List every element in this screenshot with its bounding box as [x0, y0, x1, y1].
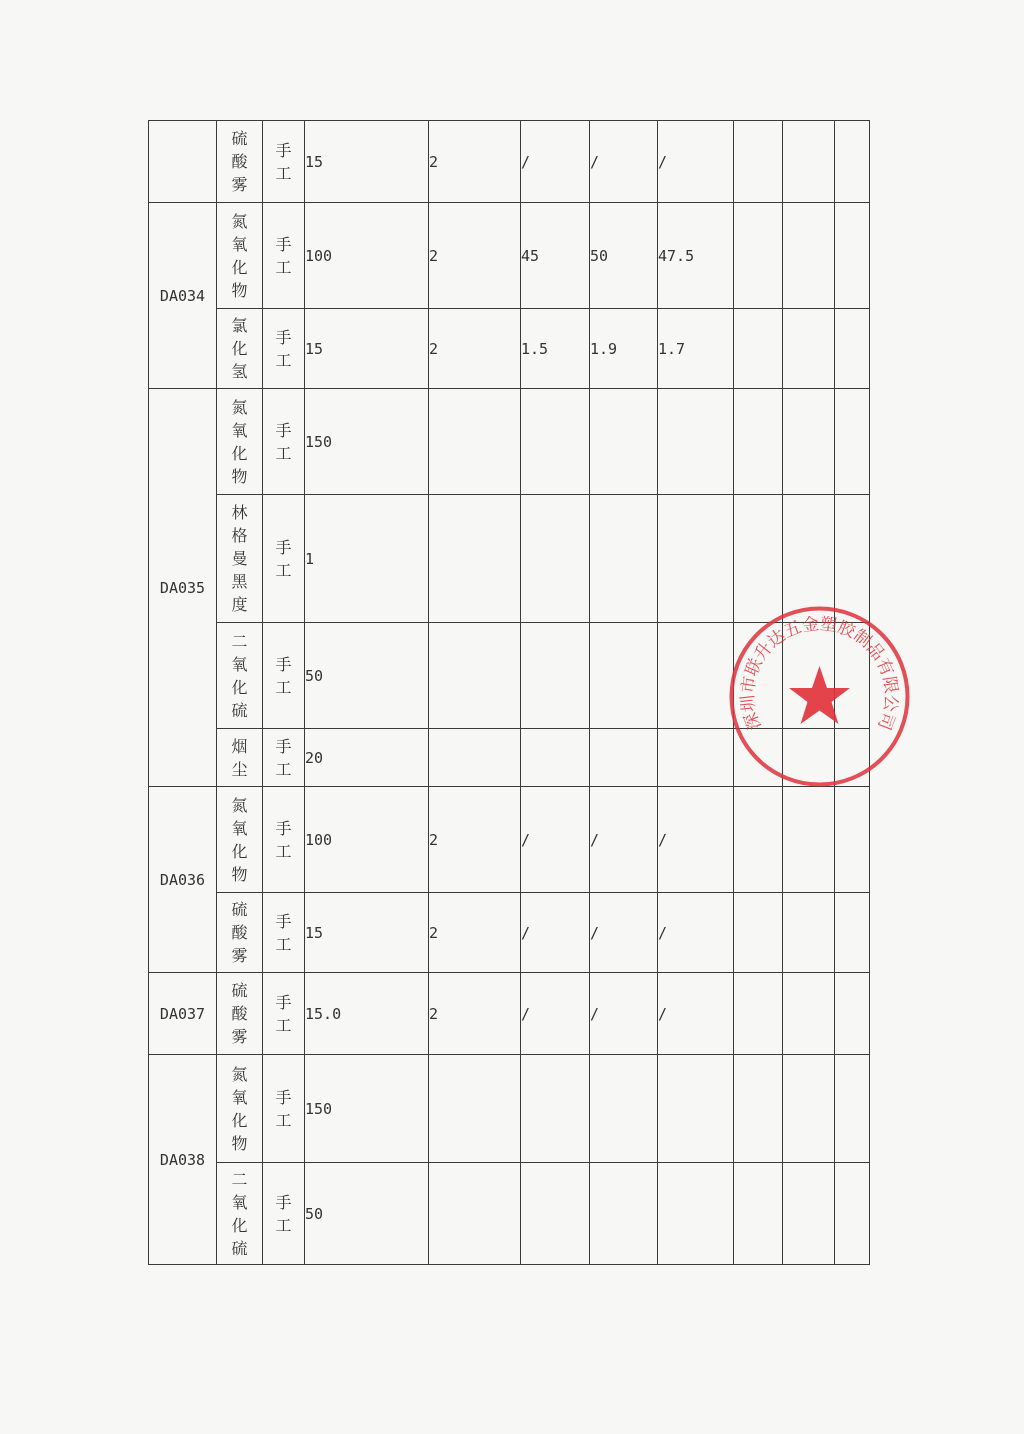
- method-cell: 手工: [263, 495, 305, 623]
- value-cell: /: [590, 121, 658, 203]
- value-cell: [590, 495, 658, 623]
- value-cell: [521, 495, 590, 623]
- limit-cell: 50: [305, 1163, 429, 1265]
- value-cell: /: [521, 121, 590, 203]
- method-cell: 手工: [263, 729, 305, 787]
- limit-cell: 100: [305, 787, 429, 893]
- seal-text: 深圳市联升达五金塑胶制品有限公司: [738, 614, 901, 733]
- value-cell: [429, 1055, 521, 1163]
- pollutant-cell: 二氧化硫: [217, 623, 263, 729]
- limit-cell: 15: [305, 893, 429, 973]
- value-cell: [521, 729, 590, 787]
- source-cell: DA036: [149, 787, 217, 973]
- value-cell: [835, 893, 870, 973]
- value-cell: [521, 1163, 590, 1265]
- method-cell: 手工: [263, 893, 305, 973]
- value-cell: [429, 1163, 521, 1265]
- value-cell: [835, 389, 870, 495]
- value-cell: [783, 309, 835, 389]
- method-cell: 手工: [263, 973, 305, 1055]
- pollutant-cell: 氮氧化物: [217, 1055, 263, 1163]
- value-cell: [590, 1055, 658, 1163]
- value-cell: 2: [429, 203, 521, 309]
- value-cell: 45: [521, 203, 590, 309]
- value-cell: [783, 203, 835, 309]
- value-cell: /: [521, 973, 590, 1055]
- value-cell: /: [521, 893, 590, 973]
- value-cell: [835, 973, 870, 1055]
- table-row: [149, 203, 870, 309]
- value-cell: [521, 389, 590, 495]
- value-cell: [429, 495, 521, 623]
- pollutant-cell: 氯化氢: [217, 309, 263, 389]
- table-row: [149, 389, 870, 495]
- value-cell: [835, 1163, 870, 1265]
- value-cell: 2: [429, 973, 521, 1055]
- pollutant-cell: 硫酸雾: [217, 121, 263, 203]
- company-seal: [727, 604, 912, 789]
- value-cell: [429, 389, 521, 495]
- value-cell: [783, 973, 835, 1055]
- value-cell: [783, 389, 835, 495]
- table-row: [149, 787, 870, 893]
- value-cell: [783, 787, 835, 893]
- source-cell: DA037: [149, 973, 217, 1055]
- pollutant-cell: 氮氧化物: [217, 203, 263, 309]
- value-cell: [658, 1055, 734, 1163]
- table-row: [149, 1055, 870, 1163]
- value-cell: /: [590, 893, 658, 973]
- method-cell: 手工: [263, 787, 305, 893]
- source-cell: DA034: [149, 203, 217, 389]
- source-cell: DA038: [149, 1055, 217, 1265]
- value-cell: [658, 495, 734, 623]
- value-cell: 50: [590, 203, 658, 309]
- value-cell: [734, 309, 783, 389]
- pollutant-cell: 氮氧化物: [217, 787, 263, 893]
- limit-cell: 20: [305, 729, 429, 787]
- star-icon: [789, 666, 850, 724]
- table-row: [149, 309, 870, 389]
- value-cell: [658, 623, 734, 729]
- source-cell: DA035: [149, 389, 217, 787]
- limit-cell: 15.0: [305, 973, 429, 1055]
- value-cell: [835, 787, 870, 893]
- table-row: [149, 893, 870, 973]
- limit-cell: 150: [305, 1055, 429, 1163]
- value-cell: [835, 121, 870, 203]
- value-cell: [590, 623, 658, 729]
- value-cell: [429, 623, 521, 729]
- limit-cell: 150: [305, 389, 429, 495]
- limit-cell: 1: [305, 495, 429, 623]
- value-cell: 47.5: [658, 203, 734, 309]
- value-cell: [590, 389, 658, 495]
- value-cell: [658, 1163, 734, 1265]
- value-cell: [835, 203, 870, 309]
- value-cell: [734, 121, 783, 203]
- value-cell: [734, 893, 783, 973]
- value-cell: [783, 1163, 835, 1265]
- value-cell: /: [590, 973, 658, 1055]
- pollutant-cell: 硫酸雾: [217, 893, 263, 973]
- value-cell: [783, 893, 835, 973]
- limit-cell: 100: [305, 203, 429, 309]
- value-cell: [783, 1055, 835, 1163]
- value-cell: [734, 389, 783, 495]
- value-cell: [658, 729, 734, 787]
- limit-cell: 50: [305, 623, 429, 729]
- value-cell: [734, 1163, 783, 1265]
- value-cell: [521, 1055, 590, 1163]
- value-cell: [429, 729, 521, 787]
- value-cell: /: [590, 787, 658, 893]
- value-cell: [835, 1055, 870, 1163]
- value-cell: [734, 203, 783, 309]
- value-cell: 2: [429, 893, 521, 973]
- value-cell: /: [658, 893, 734, 973]
- source-cell: [149, 121, 217, 203]
- value-cell: 1.7: [658, 309, 734, 389]
- method-cell: 手工: [263, 1163, 305, 1265]
- value-cell: /: [658, 787, 734, 893]
- value-cell: /: [658, 973, 734, 1055]
- pollutant-cell: 烟尘: [217, 729, 263, 787]
- limit-cell: 15: [305, 309, 429, 389]
- method-cell: 手工: [263, 203, 305, 309]
- value-cell: 1.9: [590, 309, 658, 389]
- pollutant-cell: 二氧化硫: [217, 1163, 263, 1265]
- value-cell: [783, 121, 835, 203]
- value-cell: [521, 623, 590, 729]
- value-cell: /: [658, 121, 734, 203]
- pollutant-cell: 硫酸雾: [217, 973, 263, 1055]
- value-cell: [835, 309, 870, 389]
- value-cell: [734, 973, 783, 1055]
- table-row: [149, 121, 870, 203]
- pollutant-cell: 氮氧化物: [217, 389, 263, 495]
- pollutant-cell: 林格曼黑度: [217, 495, 263, 623]
- value-cell: 1.5: [521, 309, 590, 389]
- table-row: [149, 1163, 870, 1265]
- value-cell: [734, 787, 783, 893]
- method-cell: 手工: [263, 121, 305, 203]
- value-cell: 2: [429, 787, 521, 893]
- method-cell: 手工: [263, 389, 305, 495]
- value-cell: 2: [429, 309, 521, 389]
- limit-cell: 15: [305, 121, 429, 203]
- table-row: [149, 973, 870, 1055]
- value-cell: [734, 1055, 783, 1163]
- value-cell: [590, 1163, 658, 1265]
- method-cell: 手工: [263, 623, 305, 729]
- method-cell: 手工: [263, 309, 305, 389]
- method-cell: 手工: [263, 1055, 305, 1163]
- value-cell: [590, 729, 658, 787]
- value-cell: 2: [429, 121, 521, 203]
- value-cell: [658, 389, 734, 495]
- value-cell: /: [521, 787, 590, 893]
